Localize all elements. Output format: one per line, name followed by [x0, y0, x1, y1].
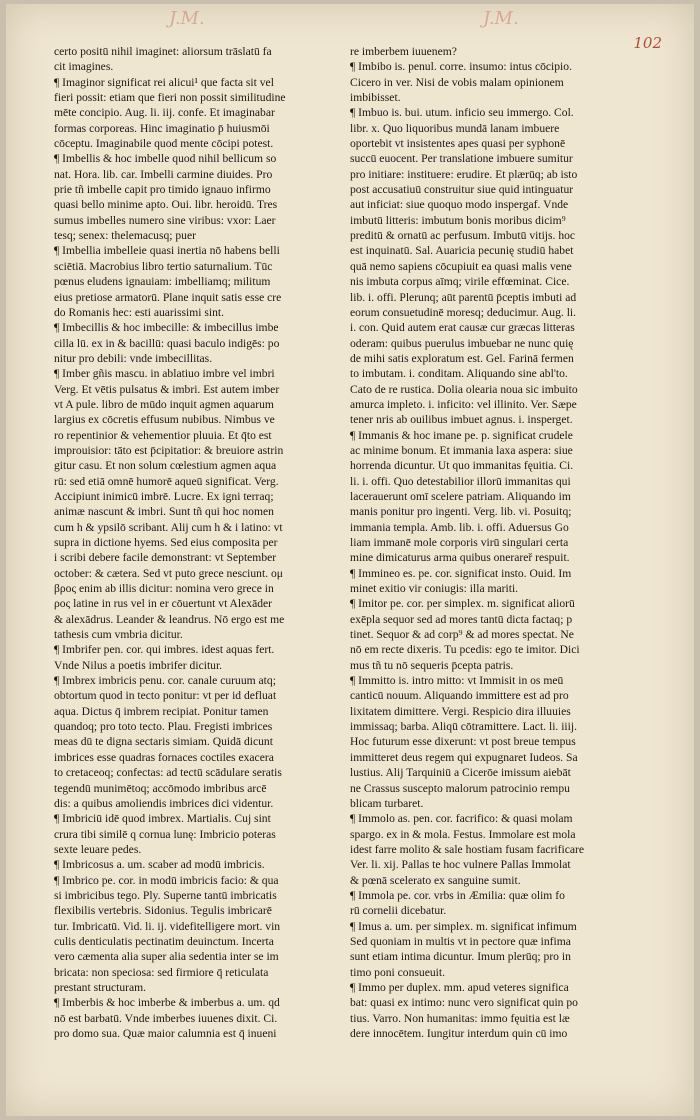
ink-annotation-right: J.M.: [483, 8, 519, 29]
text-line: vt A pule. libro de mūdo inquit agmen aquarum: [54, 397, 274, 411]
text-line: nō est barbatū. Vnde imberbes iuuenes dixit. Ci.: [54, 1011, 278, 1025]
text-line: Sed quoniam in multis vt in pectore quæ infima: [350, 934, 571, 948]
text-line: oderam: quibus puerulus imbuebar ne nunc quię: [350, 336, 574, 350]
text-line: ro repentinior & vehementior pluuia. Et q̄to est: [54, 428, 272, 442]
text-line: supra in dictione hyems. Sed eius composita per: [54, 536, 278, 549]
text-line: amurca impleto. i. inficito: vel illinito. Ver. Sæpe: [350, 397, 577, 411]
text-line: ¶ Imbrex imbricis penu. cor. canale curuum atq;: [54, 674, 276, 688]
text-line: animæ nascunt & imbri. Sunt tñ qui hoc nomen: [54, 505, 274, 519]
text-line: sciētiā. Macrobius libro tertio saturnalium. Tūc: [54, 259, 273, 273]
text-line: si imbricibus tego. Ply. Superne tantū imbricatis: [54, 888, 277, 902]
text-line: formas corporeas. Hinc imaginatio p̄ huiusmōi: [54, 121, 270, 135]
text-line: rū: sed etiā omnē humorē aqueū significat. Verg.: [54, 474, 279, 488]
text-line: horrenda dicuntur. Ut quo immanitas fęuitia. Ci.: [350, 459, 574, 473]
text-line: tathesis cum vmbria dicitur.: [54, 628, 183, 642]
text-line: cōceptu. Imaginabile quod mente cōcipi potest.: [54, 137, 274, 151]
text-line: sunt etiam intima dicuntur. Imum plerūq; pro in: [350, 950, 571, 964]
text-line: lixitatem dimittere. Vergi. Respicio dira illuuies: [350, 704, 571, 718]
text-line: largius ex cōcretis effusum nubibus. Nimbus ve: [54, 413, 275, 427]
text-line: liam immanē mole corporis virū singulari certa: [350, 536, 569, 549]
text-line: nis imbuta corpus aīmq; virile effœminat. Cice.: [350, 275, 570, 289]
text-line: ¶ Immineo es. pe. cor. significat insto. Ouid. Im: [350, 566, 572, 580]
text-line: mus tñ tu nō sequeris p̄cepta patris.: [350, 658, 514, 672]
text-line: aut inficiat: siue quoquo modo inspergaf. Vnde: [350, 198, 569, 212]
text-line: lustius. Alij Tarquiniū a Cicerōe imissum aiebāt: [350, 766, 571, 780]
text-line: imbutū litteris: imbutum bonis moribus dicim⁹: [350, 213, 566, 227]
text-line: ac minime bonum. Et immania laxa aspera: siue: [350, 443, 573, 457]
text-line: imbrices esse quadras fornaces coctiles exacera: [54, 750, 274, 764]
ink-annotation-left: J.M.: [169, 8, 205, 29]
text-line: sumus imbelles numero sine viribus: vxor: Laer: [54, 213, 276, 227]
text-line: pœnus eludens ignauiam: imbelliamq; militum: [54, 275, 271, 289]
text-line: oportebit vt insistentes apes quasi per syphonē: [350, 137, 566, 151]
text-line: tesq; senex: thelemacusq; puer: [54, 229, 196, 243]
text-line: quā nemo sapiens cōcupiuit ea quasi malis vene: [350, 259, 572, 273]
text-line: immania templa. Amb. lib. i. offi. Aduersus Go: [350, 520, 569, 534]
text-line: rū cornelii dicebatur.: [350, 904, 447, 918]
text-line: do Romanis hec: esti auarissimi sint.: [54, 305, 225, 319]
text-line: pro domo sua. Quæ maior calumnia est q̄ inueni: [54, 1027, 277, 1040]
text-line: immissaq; barba. Aliqū cōtramittere. Lact. li. iiij.: [350, 720, 577, 734]
text-line: exēpla sequor sed ad mores tantū dicta factaq; p: [350, 612, 573, 626]
text-line: eorum consuetudinē moresq; deducimur. Aug. li.: [350, 305, 577, 319]
text-line: nat. Hora. lib. car. Imbelli carmine diuides. Pro: [54, 167, 273, 181]
text-line: Cicero in ver. Nisi de vobis malam opinionem: [350, 75, 564, 89]
text-line: re imberbem iuuenem?: [350, 45, 457, 58]
text-line: blicam turbaret.: [350, 796, 424, 810]
text-line: ¶ Immola pe. cor. vrbs in Æmilia: quæ olim fo: [350, 888, 565, 902]
text-line: imbibisset.: [350, 91, 401, 105]
text-line: meas dū te digna sectaris simiam. Quidā dicunt: [54, 735, 273, 749]
text-line: Accipiunt inimicū imbrē. Lucre. Ex igni terraq;: [54, 489, 274, 503]
text-line: nitur pro debili: vnde imbecillitas.: [54, 351, 213, 365]
text-line: i. con. Quid autem erat causæ cur græcas litteras: [350, 321, 575, 335]
text-line: obtortum quod in tecto ponitur: vt per id defluat: [54, 689, 277, 703]
text-line: succū euocent. Per translatione imbuere sumitur: [350, 152, 573, 166]
text-line: ¶ Imus a. um. per simplex. m. significat infimum: [350, 919, 577, 933]
text-line: ρος latine in rus vel in er cōuertunt vt Alexāder: [54, 597, 273, 611]
text-line: libr. x. Quo liquoribus mundā lanam imbuere: [350, 121, 560, 135]
text-line: to cretaceoq; confectas: ad tectū scādulare seratis: [54, 766, 282, 780]
text-line: Cato de re rustica. Dolia olearia noua sic imbuito: [350, 382, 578, 396]
text-line: Verg. Et vētis pulsatus & imbri. Est autem imber: [54, 382, 280, 396]
text-line: est inquinatū. Sal. Auaricia pecunię studiū habet: [350, 244, 574, 258]
text-line: & pœnā scelerato ex sanguine sumit.: [350, 873, 521, 887]
text-line: cum h & ypsilō scribant. Alij cum h & i latino: vt: [54, 520, 283, 534]
text-line: & alexādrus. Leander & leandrus. Nō ergo est me: [54, 612, 285, 626]
text-line: tius. Varro. Non humanitas: immo fęuitia est læ: [350, 1011, 570, 1025]
text-line: ¶ Immanis & hoc imane pe. p. significat crudele: [350, 428, 573, 442]
text-line: tener nris ab ouilibus imbuet agnus. i. insperget.: [350, 413, 573, 427]
text-line: tinet. Sequor & ad corp⁹ & ad mores spectat. Ne: [350, 628, 574, 642]
right-text-column: [350, 44, 647, 1041]
book-page: [6, 4, 694, 1116]
text-line: bricata: non speciosa: sed firmiore q̄ reticulata: [54, 965, 269, 979]
text-line: quasi bello minime apto. Oui. libr. heroidū. Tres: [54, 198, 278, 212]
text-line: aqua. Dictus q̄ imbrem recipiat. Ponitur tamen: [54, 704, 269, 718]
text-line: mēte concipio. Aug. li. iij. confe. Et imaginabar: [54, 106, 275, 120]
text-line: ¶ Imberbis & hoc imberbe & imberbus a. um. qd: [54, 996, 280, 1010]
text-line: preditū & ornatū ac perfusum. Imbutū vitijs. hoc: [350, 229, 576, 243]
text-line: i scribi debere facile demonstrant: vt September: [54, 551, 277, 565]
text-line: prie tñ imbelle capit pro timido ignauo infirmo: [54, 183, 271, 197]
text-line: ¶ Imbriciū idē quod imbrex. Martialis. Cuj sint: [54, 812, 271, 826]
text-line: improuisior: tāto est p̄cipitatior: & breuiore astrin: [54, 443, 284, 457]
text-line: crura tibi similē q cornua lunę: Imbricio poteras: [54, 827, 276, 841]
text-line: ¶ Imbrico pe. cor. in modū imbricis facio: & qua: [54, 873, 279, 887]
text-line: eius pretiose armatorū. Plane inquit satis esse cre: [54, 290, 282, 304]
text-line: ¶ Imitor pe. cor. per simplex. m. significat aliorū: [350, 597, 575, 611]
text-line: ¶ Imbuo is. bui. utum. inficio seu immergo. Col.: [350, 106, 574, 120]
text-line: ¶ Imbellis & hoc imbelle quod nihil bellicum so: [54, 152, 277, 166]
text-line: spargo. ex in & mola. Festus. Immolare est mola: [350, 827, 576, 841]
text-line: Ver. li. xij. Pallas te hoc vulnere Pallas Immolat: [350, 858, 571, 872]
text-line: nō em recte dixeris. Tu pcedis: ego te imitor. Dici: [350, 643, 580, 657]
text-line: to imbutam. i. conditam. Aliquando sine abl'to.: [350, 367, 568, 381]
text-line: de mihi satis exploratum est. Gel. Farinā fermen: [350, 351, 574, 365]
text-line: ¶ Immitto is. intro mitto: vt Immisit in os meū: [350, 674, 564, 688]
text-line: post accusatiuū construitur siue quid intinguatur: [350, 183, 574, 197]
text-line: sexte leuare pedes.: [54, 842, 142, 856]
text-line: flexibilis vertebris. Sidonius. Tegulis imbricarē: [54, 904, 272, 918]
text-line: lacerauerunt omī scelere patriam. Aliquando im: [350, 489, 571, 503]
text-line: Vnde Nilus a poetis imbrifer dicitur.: [54, 658, 223, 672]
text-line: certo positū nihil imaginet: aliorsum trāslatū fa: [54, 45, 272, 58]
text-line: lib. i. offi. Plerunq; aūt parentū p̄ceptis imbuti ad: [350, 290, 577, 304]
text-line: tegendū munimētoq; accōmodo imbribus arcē: [54, 781, 267, 795]
text-line: li. i. offi. Quo detestabilior illorū immanitas qui: [350, 474, 571, 488]
text-line: bat: quasi ex intimo: nunc vero significat quin po: [350, 996, 578, 1010]
text-line: ¶ Immolo as. pen. cor. facrifico: & quasi molam: [350, 812, 573, 826]
text-line: immitteret deus regem qui expugnaret Iudeos. Sa: [350, 750, 578, 764]
text-line: timo poni consueuit.: [350, 965, 445, 979]
text-line: canticū nouum. Aliquando immittere est ad pro: [350, 689, 569, 703]
text-line: mine dimicaturus arma quibus onerareř respuit.: [350, 551, 570, 565]
text-line: ¶ Imbricosus a. um. scaber ad modū imbricis.: [54, 858, 265, 872]
text-line: october: & cætera. Sed vt puto grece nesciunt. ομ: [54, 566, 284, 580]
text-line: ¶ Imbibo is. penul. corre. insumo: intus cōcipio.: [350, 60, 572, 74]
text-line: dis: a quibus amoliendis imbrices dici videntur.: [54, 796, 274, 810]
text-line: idest farre molito & sale hostiam fusam facrificare: [350, 842, 585, 856]
text-line: tur. Imbricatū. Vid. li. ij. videfitelligere mort. vin: [54, 919, 281, 933]
text-line: ¶ Imbellia imbelleie quasi inertia nō habens belli: [54, 244, 280, 258]
text-line: pro initiare: instituere: erudire. Et plærūq; ab isto: [350, 167, 578, 181]
text-line: prestant structuram.: [54, 980, 147, 994]
text-line: vero cæmenta alia super alia sedentia inter se im: [54, 950, 279, 964]
text-line: ne Crassus suscepto malorum patrocinio rempu: [350, 781, 570, 795]
text-line: fieri possit: etiam que fieri non possit similitudine: [54, 91, 286, 105]
text-line: manis ponitur pro ingenti. Verg. lib. vi. Posuitq;: [350, 505, 572, 519]
folio-number: 102: [633, 34, 662, 52]
text-line: dere innocētem. Iungitur interdum quin cū imo: [350, 1027, 568, 1040]
text-line: cilla lū. ex in & bacillū: quasi baculo indigēs: po: [54, 336, 280, 350]
left-text-column: [54, 44, 344, 1041]
text-line: Hoc futurum esse dixerunt: vt post breue tempus: [350, 735, 576, 749]
text-line: minet exitio vir coniugis: illa mariti.: [350, 582, 519, 596]
text-line: ¶ Imbecillis & hoc imbecille: & imbecillus imbe: [54, 321, 279, 335]
text-line: ¶ Immo per duplex. mm. apud veteres significa: [350, 980, 569, 994]
text-line: culis denticulatis pectinatim deuinctum. Incerta: [54, 934, 274, 948]
text-line: quandoq; pro toto tecto. Plau. Fregisti imbrices: [54, 720, 273, 734]
text-line: βρος enim ab illis dicitur: nomina vero grece in: [54, 582, 274, 596]
text-line: cit imagines.: [54, 60, 114, 74]
text-line: ¶ Imaginor significat rei alicui¹ que facta sit vel: [54, 75, 274, 89]
text-line: ¶ Imber gñis mascu. in ablatiuo imbre vel imbri: [54, 367, 275, 381]
text-line: gitur casu. Et non solum cœlestium agmen aqua: [54, 459, 277, 473]
text-line: ¶ Imbrifer pen. cor. qui imbres. idest aquas fert.: [54, 643, 275, 657]
